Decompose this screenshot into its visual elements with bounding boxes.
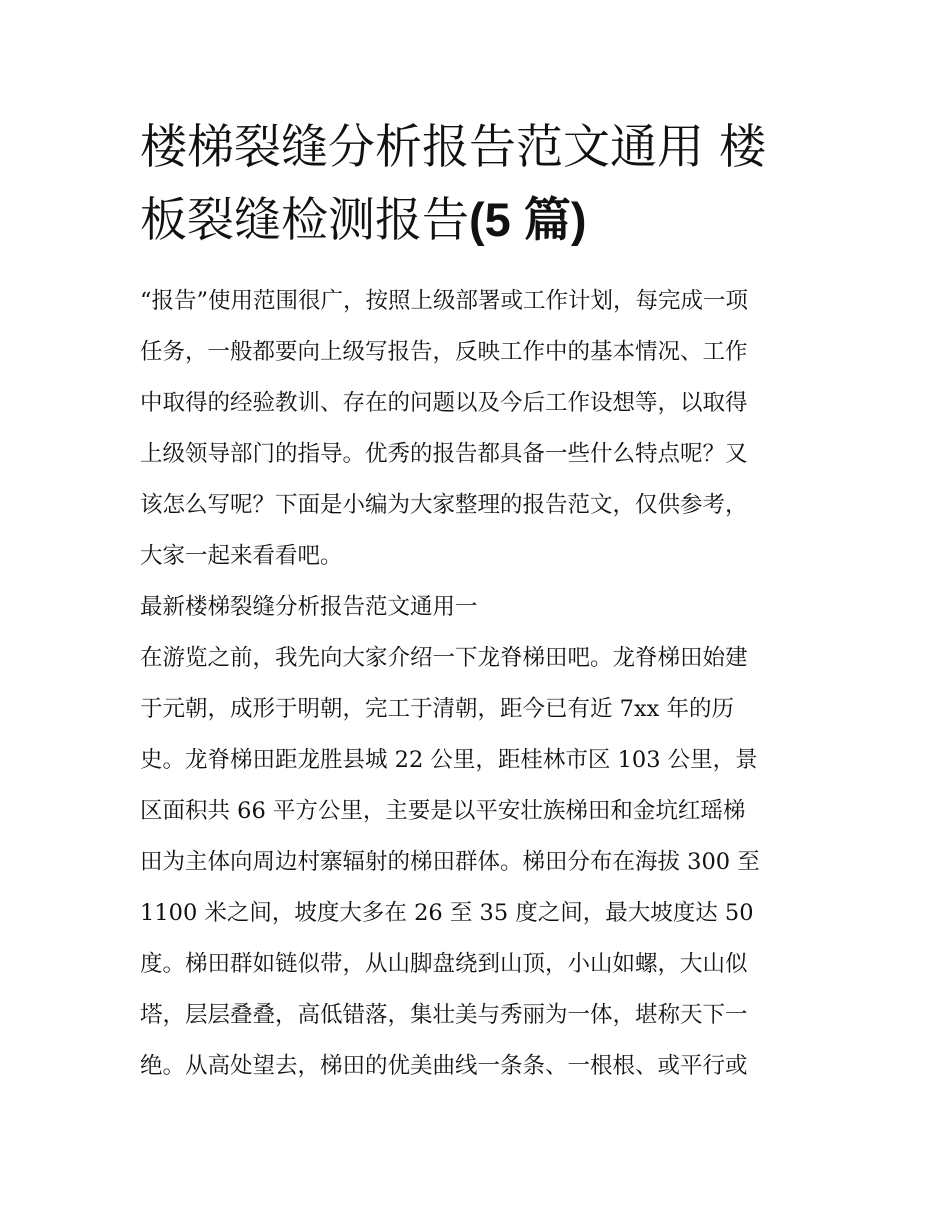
section-line: 在游览之前，我先向大家介绍一下龙脊梯田吧。龙脊梯田始建 bbox=[140, 645, 748, 671]
title-line-2: 板裂缝检测报告 bbox=[140, 193, 469, 248]
section-line: 于元朝，成形于明朝，完工于清朝，距今已有近 7xx 年的历 bbox=[140, 696, 734, 722]
section-line: 塔，层层叠叠，高低错落，集壮美与秀丽为一体，堪称天下一 bbox=[140, 1002, 748, 1028]
intro-line: “报告”使用范围很广，按照上级部署或工作计划，每完成一项 bbox=[140, 288, 749, 314]
intro-line: 中取得的经验教训、存在的问题以及今后工作设想等，以取得 bbox=[140, 390, 748, 416]
intro-line: 大家一起来看看吧。 bbox=[140, 543, 343, 569]
intro-line: 任务，一般都要向上级写报告，反映工作中的基本情况、工作 bbox=[140, 339, 748, 365]
section-line: 1100 米之间，坡度大多在 26 至 35 度之间，最大坡度达 50 bbox=[140, 900, 754, 926]
intro-line: 上级领导部门的指导。优秀的报告都具备一些什么特点呢？又 bbox=[140, 441, 748, 467]
section-line: 史。龙脊梯田距龙胜县城 22 公里，距桂林市区 103 公里，景 bbox=[140, 747, 758, 773]
document-body bbox=[140, 276, 820, 1092]
title-line-1: 楼梯裂缝分析报告范文通用 楼 bbox=[140, 120, 766, 175]
section-line: 田为主体向周边村寨辐射的梯田群体。梯田分布在海拔 300 至 bbox=[140, 849, 760, 875]
section-heading: 最新楼梯裂缝分析报告范文通用一 bbox=[140, 594, 478, 620]
section-line: 区面积共 66 平方公里，主要是以平安壮族梯田和金坑红瑶梯 bbox=[140, 798, 746, 824]
document-title bbox=[140, 112, 820, 257]
section-line: 绝。从高处望去，梯田的优美曲线一条条、一根根、或平行或 bbox=[140, 1053, 748, 1079]
section-line: 度。梯田群如链似带，从山脚盘绕到山顶，小山如螺，大山似 bbox=[140, 951, 748, 977]
intro-line: 该怎么写呢？下面是小编为大家整理的报告范文，仅供参考， bbox=[140, 492, 748, 518]
title-count: (5 篇) bbox=[469, 193, 587, 246]
